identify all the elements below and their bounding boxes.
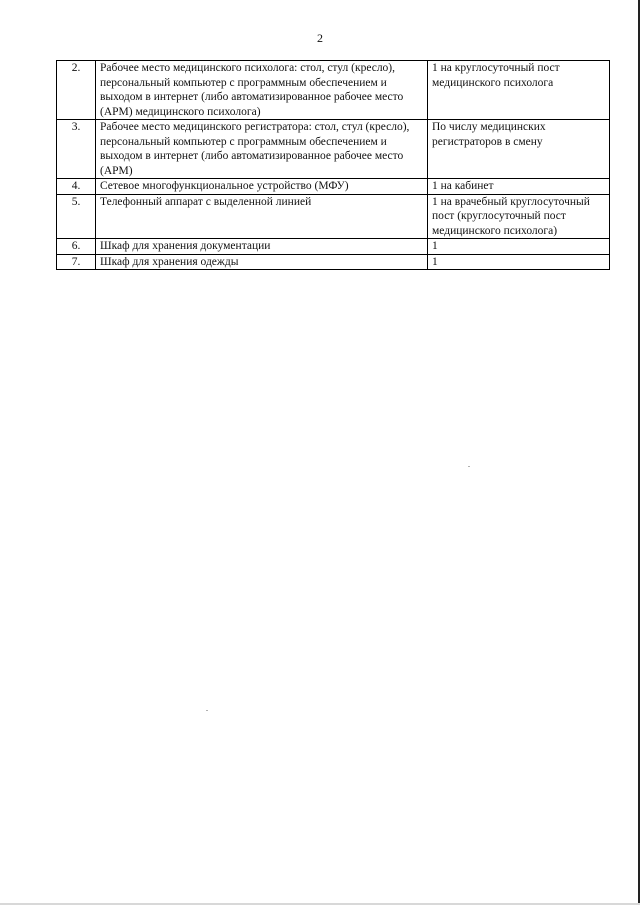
scan-speck bbox=[206, 710, 208, 711]
equipment-name: Шкаф для хранения одежды bbox=[96, 254, 428, 270]
page-number: 2 bbox=[317, 31, 323, 45]
row-number: 7. bbox=[57, 254, 96, 270]
row-number: 6. bbox=[57, 239, 96, 255]
row-number: 5. bbox=[57, 194, 96, 239]
table-row bbox=[57, 239, 610, 255]
equipment-quantity: По числу медицинских регистраторов в смену bbox=[428, 120, 610, 179]
equipment-name: Шкаф для хранения документации bbox=[96, 239, 428, 255]
equipment-quantity: 1 bbox=[428, 239, 610, 255]
table-row bbox=[57, 179, 610, 195]
table-row bbox=[57, 194, 610, 239]
equipment-name: Сетевое многофункциональное устройство (МФУ) bbox=[96, 179, 428, 195]
row-number: 4. bbox=[57, 179, 96, 195]
equipment-name: Телефонный аппарат с выделенной линией bbox=[96, 194, 428, 239]
table-row bbox=[57, 254, 610, 270]
scan-speck bbox=[468, 466, 470, 467]
equipment-name: Рабочее место медицинского психолога: стол, стул (кресло), персональный компьютер с программным обеспечением и выходом в интернет (либо автоматизированное рабочее место (АРМ) медицинского психолога) bbox=[96, 61, 428, 120]
row-number: 3. bbox=[57, 120, 96, 179]
row-number: 2. bbox=[57, 61, 96, 120]
equipment-quantity: 1 на врачебный круглосуточный пост (круглосуточный пост медицинского психолога) bbox=[428, 194, 610, 239]
equipment-name: Рабочее место медицинского регистратора: стол, стул (кресло), персональный компьютер с программным обеспечением и выходом в интернет (либо автоматизированное рабочее место (АРМ) bbox=[96, 120, 428, 179]
equipment-quantity: 1 на кабинет bbox=[428, 179, 610, 195]
equipment-quantity: 1 bbox=[428, 254, 610, 270]
equipment-table bbox=[56, 60, 610, 270]
equipment-quantity: 1 на круглосуточный пост медицинского психолога bbox=[428, 61, 610, 120]
table-row bbox=[57, 120, 610, 179]
table-row bbox=[57, 61, 610, 120]
